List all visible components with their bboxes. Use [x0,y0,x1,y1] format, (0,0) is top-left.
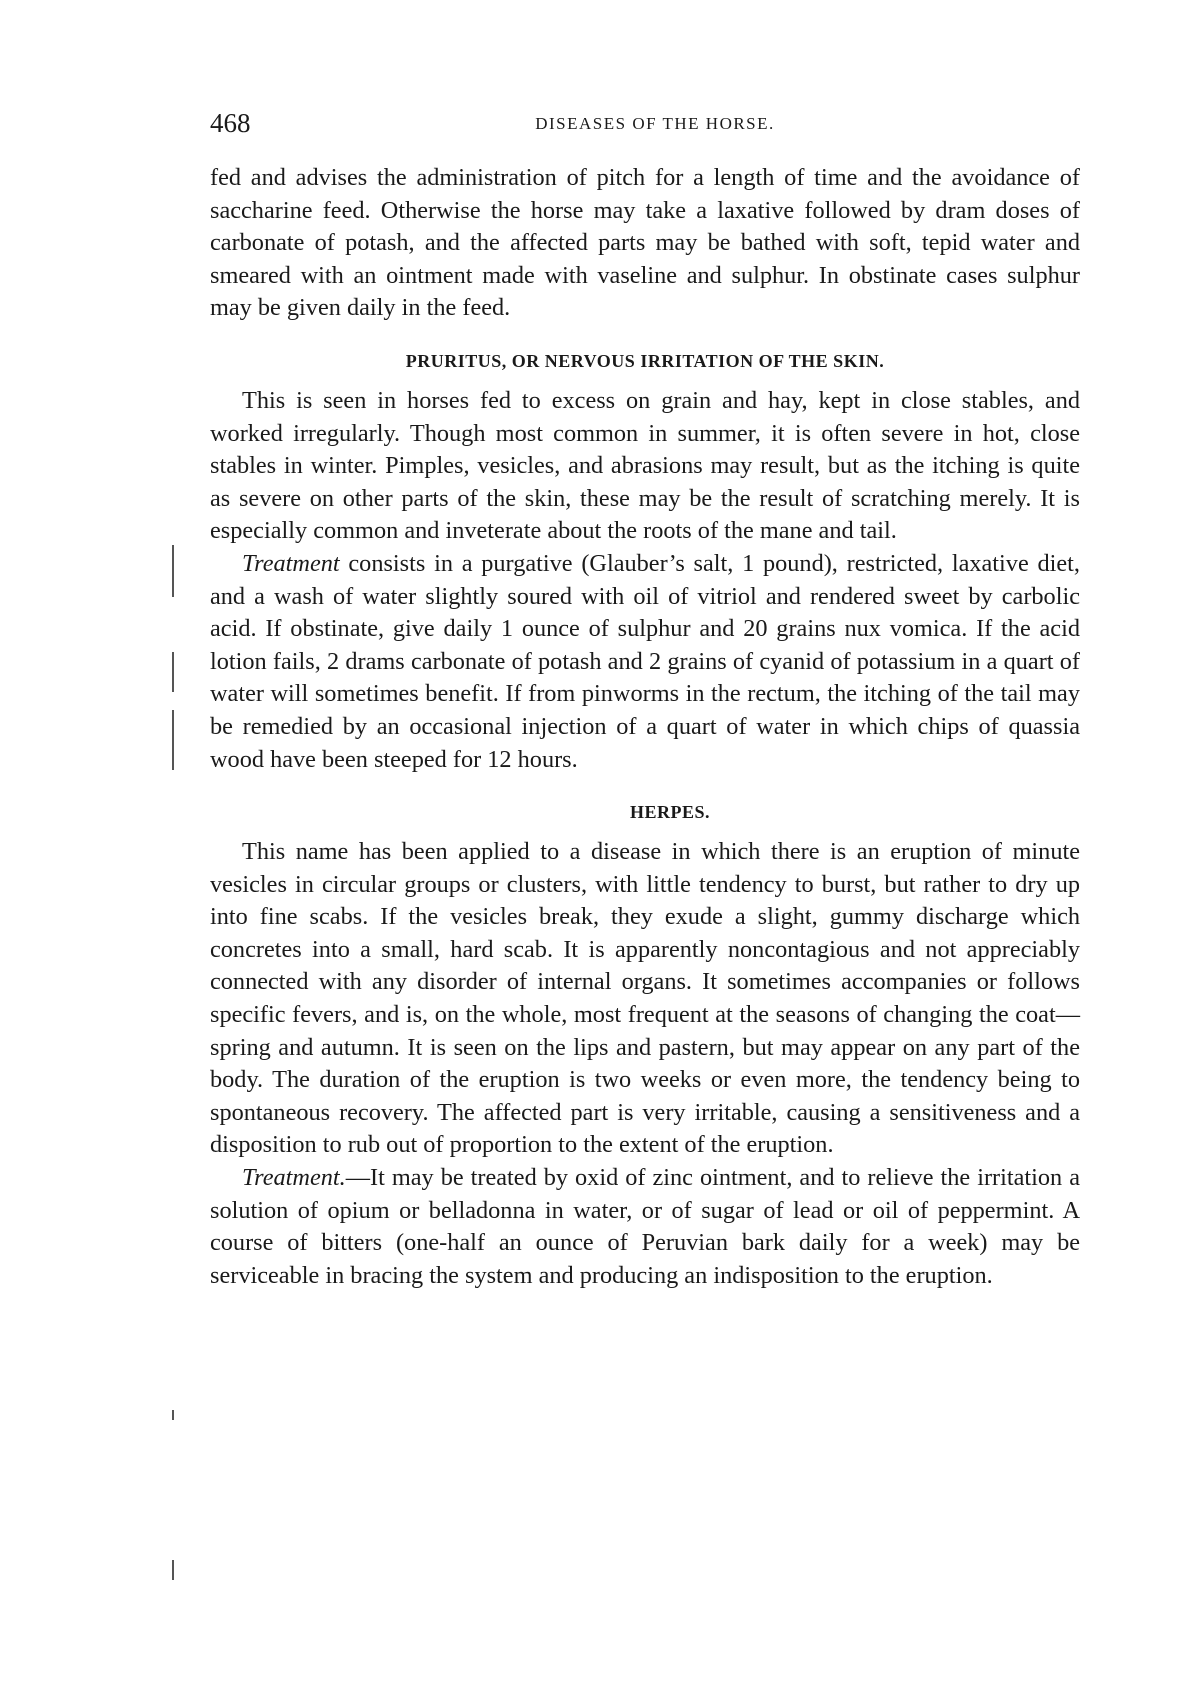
treatment-text: consists in a purgative (Glauber’s salt, 1 pound), restricted, laxative diet, and a wash of water slightly soured with oil of vitriol and rendered sweet by carbolic acid. If obstinate, give daily 1 ounce of sulphur and 20 grains nux vomica. If the acid lotion fails, 2 drams carbonate of potash and 2 grains of cyanid of potassium in a quart of water will sometimes benefit. If from pinworms in the rectum, the itching of the tail may be remedied by an occasional injection of a quart of water in which chips of quassia wood have been steeped for 12 hours. [210,549,1080,773]
herpes-treatment-paragraph [210,1162,1080,1292]
section-heading-herpes: HERPES. [629,802,711,823]
running-title: DISEASES OF THE HORSE. [535,114,775,133]
treatment-label: Treatment [242,549,340,577]
pruritus-paragraph: This is seen in horses fed to excess on grain and hay, kept in close stables, and worked irregularly. Though most common in summer, it is often severe in hot, close stables in winter. Pimples, vesicles, and abrasions may result, but as the itching is quite as severe on other parts of the skin, these may be the result of scratching merely. It is especially common and inveterate about the roots of the mane and tail. [210,386,1080,545]
section-heading-pruritus: PRURITUS, OR NERVOUS IRRITATION OF THE SKIN. [405,350,885,371]
margin-mark [172,1560,174,1580]
book-page [210,108,1080,1292]
margin-mark [172,710,174,770]
treatment-label: Treatment. [242,1164,346,1192]
page-number: 468 [210,108,251,138]
treatment-text: —It may be treated by oxid of zinc ointment, and to relieve the irritation a solution of opium or belladonna in water, or of sugar of lead or oil of peppermint. A course of bitters (one-half an ounce of Peruvian bark daily for a week) may be serviceable in bracing the system and producing an indisposition to the eruption. [210,1164,1080,1289]
margin-mark [172,1410,174,1420]
continuation-paragraph: fed and advises the administration of pitch for a length of time and the avoidance of saccharine feed. Otherwise the horse may take a laxative followed by dram doses of carbonate of potash, and the affected parts may be bathed with soft, tepid water and smeared with an ointment made with vaseline and sulphur. In obstinate cases sulphur may be given daily in the feed. [210,164,1080,322]
running-head [210,108,1080,148]
herpes-paragraph: This name has been applied to a disease in which there is an eruption of minute vesicles in circular groups or clusters, with little tendency to burst, but rather to dry up into fine scabs. If the vesicles break, they exude a slight, gummy discharge which concretes into a small, hard scab. It is apparently noncontagious and not appreciably connected with any disorder of internal organs. It sometimes accompanies or follows specific fevers, and is, on the whole, most frequent at the seasons of changing the coat—spring and autumn. It is seen on the lips and pastern, but may appear on any part of the body. The duration of the eruption is two weeks or even more, the tendency being to spontaneous recovery. The affected part is very irritable, causing a sensitiveness and a disposition to rub out of proportion to the extent of the eruption. [210,838,1080,1159]
margin-mark [172,652,174,692]
pruritus-treatment-paragraph [210,548,1080,776]
margin-mark [172,545,174,597]
